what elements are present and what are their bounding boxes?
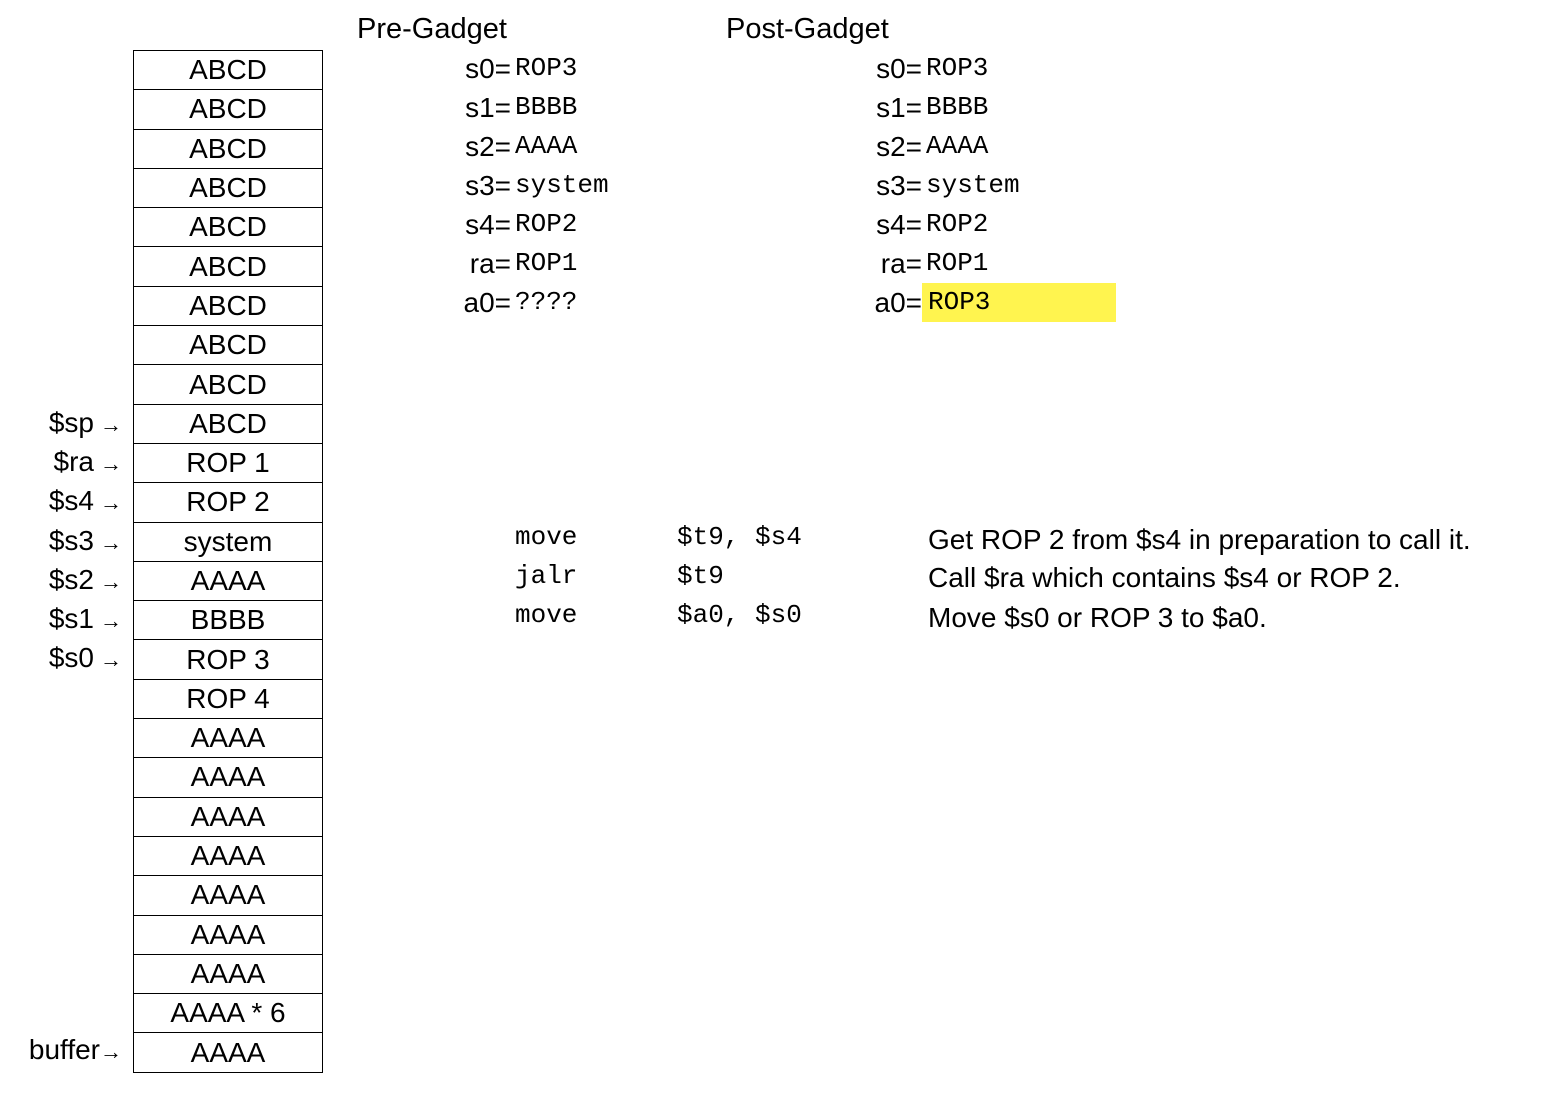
pointer-label: buffer [28, 1033, 100, 1065]
register-row [811, 205, 1116, 244]
pointer-s0 [49, 638, 122, 677]
instruction-args: $t9 [677, 561, 724, 591]
register-name: s1= [876, 91, 922, 123]
register-row [400, 205, 609, 244]
stack-cell: AAAA [134, 758, 322, 797]
register-name: a0= [463, 286, 511, 318]
instruction-comment: Get ROP 2 from $s4 in preparation to call it. [928, 524, 1471, 555]
stack-cell: ABCD [134, 130, 322, 169]
register-name: s4= [876, 208, 922, 240]
stack-cell: BBBB [134, 601, 322, 640]
register-name: s3= [876, 169, 922, 201]
right-arrow-icon: → [100, 489, 122, 515]
instruction-args: $a0, $s0 [677, 600, 802, 630]
right-arrow-icon: → [100, 529, 122, 555]
register-value: ROP3 [926, 53, 989, 83]
stack-cell: ABCD [134, 247, 322, 286]
register-row [400, 166, 609, 205]
instruction-op: move [515, 522, 578, 552]
register-value: ROP1 [926, 248, 989, 278]
stack-cell: ABCD [134, 208, 322, 247]
stack-cell: AAAA [134, 719, 322, 758]
pointer-label: $s2 [48, 563, 94, 595]
register-value: ROP1 [515, 248, 578, 278]
register-row [400, 244, 609, 283]
pointer-ra [54, 442, 122, 481]
register-name: ra= [880, 247, 922, 279]
right-arrow-icon: → [100, 607, 122, 633]
stack-cell: AAAA [134, 876, 322, 915]
pointer-label: $s1 [48, 602, 94, 634]
pointer-s3 [49, 521, 122, 560]
register-value: ???? [515, 287, 578, 317]
stack-cell: ABCD [134, 90, 322, 129]
stack-cell: ABCD [134, 365, 322, 404]
stack-cell: AAAA [134, 955, 322, 994]
instruction-comment: Move $s0 or ROP 3 to $a0. [928, 602, 1267, 633]
pre-gadget-registers [400, 49, 609, 322]
register-name: ra= [469, 247, 511, 279]
stack-cell: ROP 1 [134, 444, 322, 483]
register-row [811, 88, 1116, 127]
pointer-label: $s4 [48, 484, 94, 516]
register-name: s2= [465, 130, 511, 162]
stack-cell: system [134, 523, 322, 562]
stack-cell: ABCD [134, 169, 322, 208]
gadget-instruction [515, 518, 802, 557]
stack-cell: AAAA [134, 916, 322, 955]
right-arrow-icon: → [100, 646, 122, 672]
register-value: system [515, 170, 609, 200]
gadget-instruction [515, 557, 724, 596]
right-arrow-icon: → [100, 1038, 122, 1064]
pointer-sp [49, 403, 122, 442]
stack-cell: AAAA [134, 562, 322, 601]
register-name: s1= [465, 91, 511, 123]
pointer-label: $ra [53, 445, 94, 477]
instruction-op: move [515, 600, 578, 630]
register-name: s4= [465, 208, 511, 240]
stack-cell: ABCD [134, 326, 322, 365]
stack-cell: ABCD [134, 51, 322, 90]
register-value: BBBB [926, 92, 989, 122]
stack-cell: AAAA [134, 1033, 322, 1072]
register-value: AAAA [926, 131, 989, 161]
right-arrow-icon: → [100, 411, 122, 437]
pointer-s4 [49, 481, 122, 520]
register-name: s0= [876, 52, 922, 84]
stack-cell: ABCD [134, 405, 322, 444]
register-value: ROP2 [926, 209, 989, 239]
pointer-label: $s3 [48, 524, 94, 556]
pointer-label: $s0 [48, 641, 94, 673]
register-row [811, 49, 1116, 88]
stack-column [133, 50, 323, 1073]
pointer-s2 [49, 560, 122, 599]
gadget-instruction [515, 596, 802, 635]
pointer-s1 [49, 599, 122, 638]
pre-gadget-heading: Pre-Gadget [357, 13, 507, 45]
pointer-buffer [29, 1030, 122, 1069]
register-name: s2= [876, 130, 922, 162]
post-gadget-registers [811, 49, 1116, 322]
stack-cell: AAAA [134, 837, 322, 876]
register-name: s3= [465, 169, 511, 201]
instruction-op: jalr [515, 561, 578, 591]
stack-cell: AAAA [134, 798, 322, 837]
register-row [400, 88, 609, 127]
register-row [400, 49, 609, 88]
register-row [811, 283, 1116, 322]
stack-cell: ABCD [134, 287, 322, 326]
stack-cell: ROP 4 [134, 680, 322, 719]
register-row [811, 127, 1116, 166]
post-gadget-heading: Post-Gadget [726, 13, 889, 45]
register-row [400, 127, 609, 166]
right-arrow-icon: → [100, 450, 122, 476]
register-value: AAAA [515, 131, 578, 161]
instruction-args: $t9, $s4 [677, 522, 802, 552]
register-value: system [926, 170, 1020, 200]
stack-cell: ROP 3 [134, 640, 322, 679]
register-row [811, 244, 1116, 283]
register-name: a0= [874, 286, 922, 318]
register-value: ROP2 [515, 209, 578, 239]
register-row [811, 166, 1116, 205]
stack-cell: ROP 2 [134, 483, 322, 522]
highlighted-register-value: ROP3 [922, 283, 1116, 322]
register-name: s0= [465, 52, 511, 84]
instruction-comment: Call $ra which contains $s4 or ROP 2. [928, 562, 1401, 593]
right-arrow-icon: → [100, 568, 122, 594]
register-value: BBBB [515, 92, 578, 122]
register-value: ROP3 [515, 53, 578, 83]
pointer-label: $sp [48, 406, 94, 438]
register-row [400, 283, 609, 322]
stack-cell: AAAA * 6 [134, 994, 322, 1033]
